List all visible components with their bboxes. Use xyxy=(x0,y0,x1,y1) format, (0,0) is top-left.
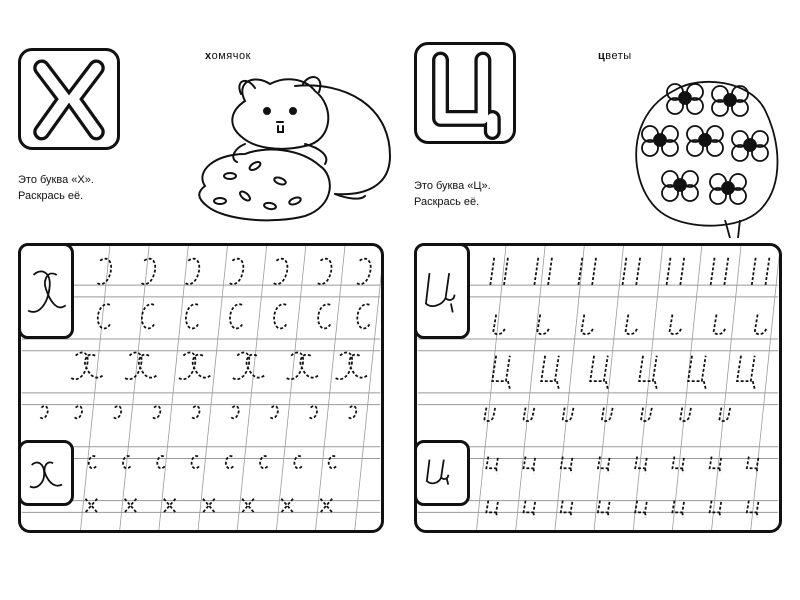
flower-bush-icon xyxy=(630,70,790,238)
practice-lines-ts xyxy=(417,246,779,530)
sample-box-kh-lower xyxy=(18,440,74,506)
script-upper-kh xyxy=(21,246,71,336)
word-rest: омячок xyxy=(211,50,251,62)
caption-ts xyxy=(414,178,491,210)
word-rest: веты xyxy=(605,50,632,62)
caption-line-1: Это буква «Х». xyxy=(18,174,94,186)
word-title-flowers xyxy=(598,50,632,62)
sample-box-ts-lower xyxy=(414,440,470,506)
practice-lines-kh xyxy=(21,246,381,530)
caption-line-1: Это буква «Ц». xyxy=(414,180,491,192)
word-title-hamster xyxy=(205,50,251,62)
caption-kh xyxy=(18,172,94,204)
script-lower-kh xyxy=(21,443,71,503)
flowers-illustration xyxy=(630,70,790,238)
script-upper-ts xyxy=(417,246,467,336)
outline-letter-kh xyxy=(21,51,117,147)
sample-box-ts-upper xyxy=(414,243,470,339)
outline-letter-ts xyxy=(417,45,513,141)
word-first-letter: ц xyxy=(598,50,606,62)
script-lower-ts xyxy=(417,443,467,503)
hamster-icon xyxy=(185,66,395,231)
caption-line-2: Раскрась её. xyxy=(414,196,480,208)
word-first-letter: х xyxy=(205,50,212,62)
letter-card-ts xyxy=(414,42,516,144)
caption-line-2: Раскрась её. xyxy=(18,190,84,202)
sample-box-kh-upper xyxy=(18,243,74,339)
hamster-illustration xyxy=(185,66,395,231)
letter-card-kh xyxy=(18,48,120,150)
